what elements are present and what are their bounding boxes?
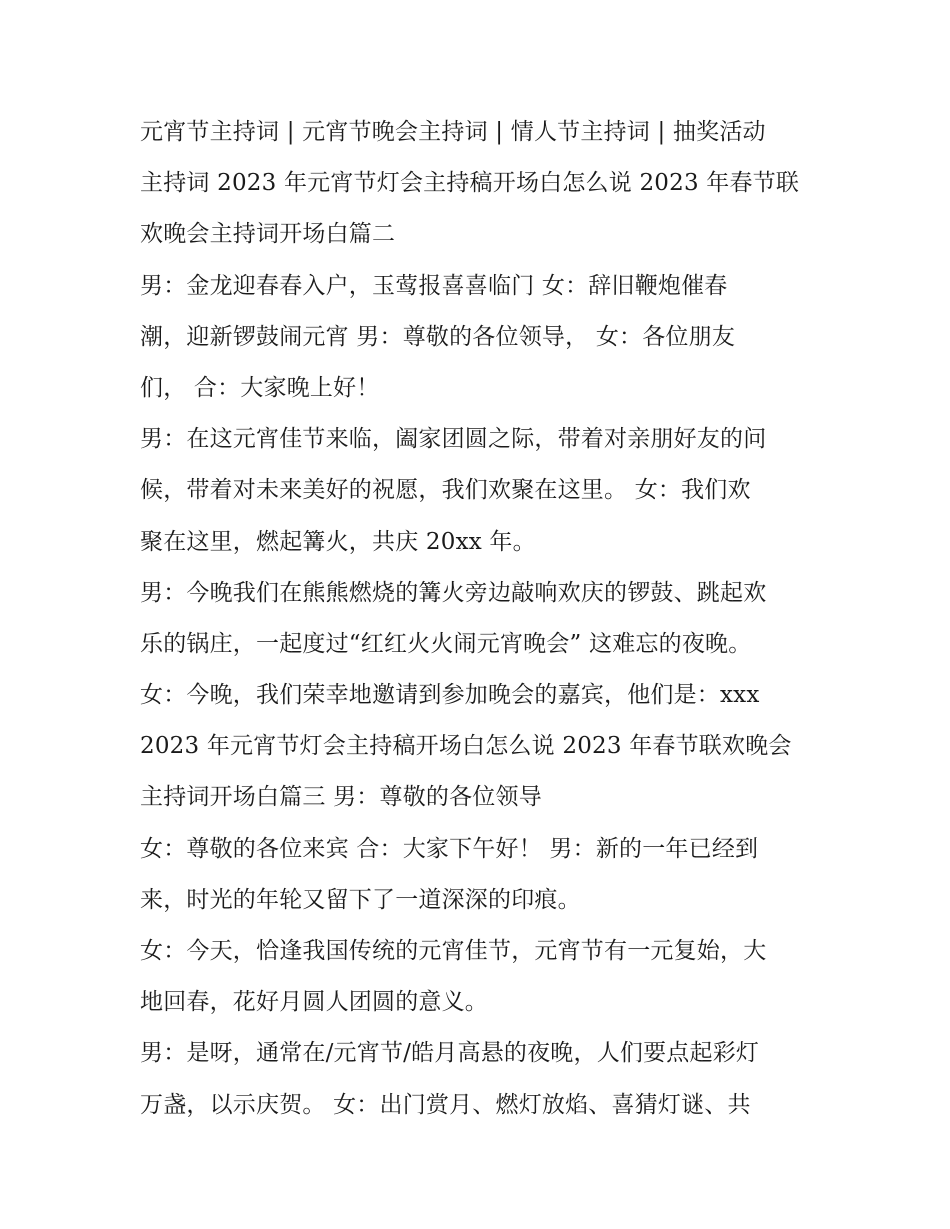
text-line: 候，带着对未来美好的祝愿，我们欢聚在这里。 女：我们欢 xyxy=(140,477,751,504)
text-line: 主持词 2023 年元宵节灯会主持稿开场白怎么说 2023 年春节联 xyxy=(140,170,800,197)
text-line: 女：尊敬的各位来宾 合：大家下午好！ 男：新的一年已经到 xyxy=(140,835,759,862)
document-body xyxy=(140,107,815,1131)
text-line: 乐的锅庄，一起度过“红红火火闹元宵晚会” 这难忘的夜晚。 xyxy=(140,630,752,657)
text-line: 2023 年元宵节灯会主持稿开场白怎么说 2023 年春节联欢晚会 xyxy=(140,733,792,760)
text-line: 聚在这里，燃起篝火，共庆 20xx 年。 xyxy=(140,528,536,555)
text-line: 地回春，花好月圆人团圆的意义。 xyxy=(140,989,488,1016)
text-line: 潮，迎新锣鼓闹元宵 男：尊敬的各位领导， 女：各位朋友 xyxy=(140,323,736,350)
text-line: 男：在这元宵佳节来临，阖家团圆之际，带着对亲朋好友的问 xyxy=(140,426,767,453)
text-line: 男：今晚我们在熊熊燃烧的篝火旁边敲响欢庆的锣鼓、跳起欢 xyxy=(140,579,767,606)
text-line: 万盏，以示庆贺。 女：出门赏月、燃灯放焰、喜猜灯谜、共 xyxy=(140,1091,751,1118)
text-line: 们， 合：大家晚上好！ xyxy=(140,374,380,401)
text-line: 来，时光的年轮又留下了一道深深的印痕。 xyxy=(140,886,581,913)
text-line: 男：是呀，通常在/元宵节/皓月高悬的夜晚，人们要点起彩灯 xyxy=(140,1040,760,1067)
text-line: 男：金龙迎春春入户，玉莺报喜喜临门 女：辞旧鞭炮催春 xyxy=(140,272,728,299)
text-line: 女：今晚，我们荣幸地邀请到参加晚会的嘉宾，他们是：xxx xyxy=(140,682,760,709)
text-line: 欢晚会主持词开场白篇二 xyxy=(140,221,396,248)
text-line: 女：今天，恰逢我国传统的元宵佳节，元宵节有一元复始，大 xyxy=(140,938,767,964)
text-line: 元宵节主持词 | 元宵节晚会主持词 | 情人节主持词 | 抽奖活动 xyxy=(140,119,766,145)
text-line: 主持词开场白篇三 男：尊敬的各位领导 xyxy=(140,784,542,811)
